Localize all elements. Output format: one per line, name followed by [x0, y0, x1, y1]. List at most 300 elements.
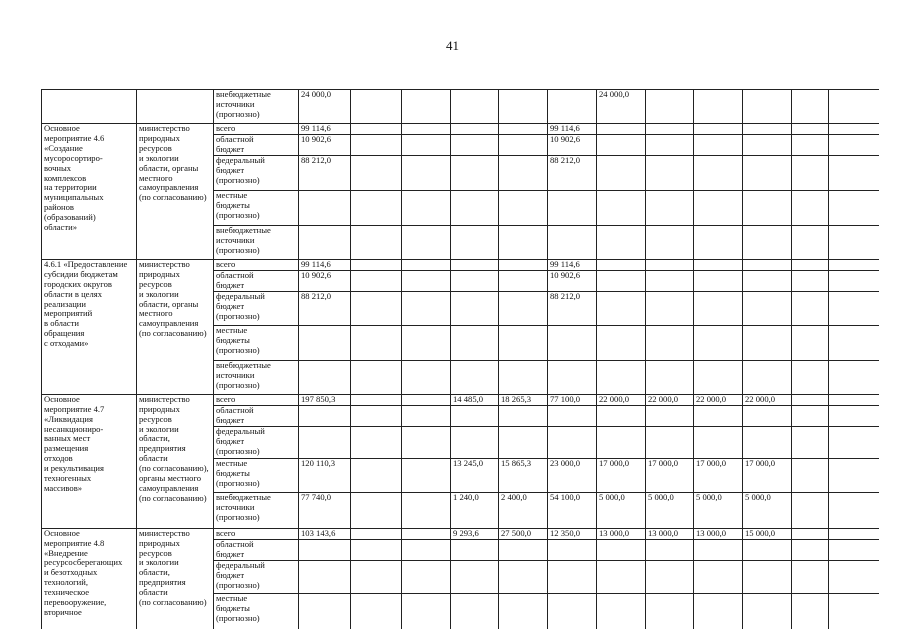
amount-cell	[351, 492, 402, 528]
amount-cell	[351, 539, 402, 560]
amount-cell: 2 400,0	[499, 492, 548, 528]
measure-description-line: комплексов	[44, 172, 87, 183]
amount-cell: 10 902,6	[299, 134, 351, 155]
amount-cell: 15 000,0	[743, 528, 792, 539]
responsible-executor-line: ресурсов	[139, 278, 172, 289]
amount-cell: 99 114,6	[299, 259, 351, 270]
funding-source-line: бюджеты	[216, 602, 250, 613]
amount-cell	[829, 560, 880, 593]
responsible-executor-line: и экологии	[139, 423, 179, 434]
amount-cell	[351, 593, 402, 629]
amount-cell	[451, 426, 499, 458]
amount-cell	[743, 124, 792, 135]
measure-description-line: (образований)	[44, 212, 96, 223]
measure-description-cell	[42, 124, 137, 260]
amount-cell	[451, 325, 499, 360]
amount-cell	[299, 426, 351, 458]
measure-description-line: городских округов	[44, 278, 112, 289]
funding-source-cell	[214, 560, 299, 593]
amount-cell	[451, 225, 499, 259]
funding-source-line: областной	[216, 539, 254, 549]
amount-cell	[646, 90, 694, 124]
amount-cell	[499, 360, 548, 394]
amount-cell	[548, 190, 597, 225]
funding-source-line: областной	[216, 270, 254, 280]
measure-description-line: размещения	[44, 443, 89, 454]
amount-cell: 17 000,0	[743, 458, 792, 492]
funding-source-line: источники	[216, 234, 255, 245]
amount-cell	[792, 593, 829, 629]
amount-cell	[792, 528, 829, 539]
measure-description-line: «Ликвидация	[44, 413, 93, 424]
responsible-executor-line: местного	[139, 172, 173, 183]
funding-source-line: местные	[216, 458, 248, 468]
amount-cell	[792, 90, 829, 124]
amount-cell: 22 000,0	[597, 394, 646, 405]
amount-cell: 9 293,6	[451, 528, 499, 539]
measure-description-line: муниципальных	[44, 192, 104, 203]
funding-source-line: бюджет	[216, 164, 245, 175]
funding-source-cell	[214, 325, 299, 360]
amount-cell	[743, 405, 792, 426]
funding-source-line: бюджет	[216, 143, 245, 154]
measure-description-line: 4.6.1 «Предоставление	[44, 259, 128, 269]
amount-cell	[597, 539, 646, 560]
funding-source-line: (прогнозно)	[216, 209, 260, 220]
amount-cell	[597, 426, 646, 458]
amount-cell	[829, 528, 880, 539]
funding-source-cell	[214, 155, 299, 190]
amount-cell	[299, 560, 351, 593]
amount-cell	[694, 270, 743, 291]
measure-description-line: в области	[44, 318, 79, 329]
amount-cell: 5 000,0	[743, 492, 792, 528]
amount-cell	[499, 259, 548, 270]
amount-cell	[499, 90, 548, 124]
responsible-executor-cell	[137, 124, 214, 260]
amount-cell: 103 143,6	[299, 528, 351, 539]
amount-cell	[597, 325, 646, 360]
amount-cell	[351, 426, 402, 458]
amount-cell	[451, 270, 499, 291]
amount-cell	[351, 458, 402, 492]
amount-cell	[451, 190, 499, 225]
amount-cell	[351, 259, 402, 270]
amount-cell	[499, 190, 548, 225]
amount-cell: 99 114,6	[548, 124, 597, 135]
responsible-executor-cell	[137, 90, 214, 124]
responsible-executor-line: области, органы	[139, 298, 199, 309]
amount-cell	[597, 190, 646, 225]
amount-cell	[402, 225, 451, 259]
funding-source-line: федеральный	[216, 560, 265, 570]
measure-description-line: «Внедрение	[44, 547, 88, 558]
measure-description-line: «Создание	[44, 142, 83, 153]
amount-cell	[597, 560, 646, 593]
amount-cell	[792, 394, 829, 405]
amount-cell: 77 740,0	[299, 492, 351, 528]
funding-source-line: (прогнозно)	[216, 379, 260, 390]
funding-source-line: областной	[216, 134, 254, 144]
amount-cell	[351, 134, 402, 155]
amount-cell	[299, 325, 351, 360]
funding-source-cell	[214, 394, 299, 405]
amount-cell	[694, 155, 743, 190]
amount-cell	[351, 190, 402, 225]
amount-cell	[499, 325, 548, 360]
measure-description-line: массивов»	[44, 482, 83, 493]
amount-cell	[299, 190, 351, 225]
amount-cell	[829, 190, 880, 225]
funding-source-line: (прогнозно)	[216, 310, 260, 321]
amount-cell	[694, 190, 743, 225]
amount-cell	[402, 528, 451, 539]
amount-cell: 27 500,0	[499, 528, 548, 539]
table-row	[42, 394, 880, 405]
measure-description-line: мероприятие 4.8	[44, 537, 105, 548]
amount-cell	[548, 325, 597, 360]
amount-cell	[499, 291, 548, 325]
funding-source-line: местные	[216, 593, 248, 603]
responsible-executor-line: области	[139, 587, 168, 598]
amount-cell	[451, 155, 499, 190]
amount-cell	[351, 155, 402, 190]
funding-source-line: всего	[216, 123, 236, 133]
amount-cell	[829, 325, 880, 360]
amount-cell: 5 000,0	[646, 492, 694, 528]
funding-source-line: (прогнозно)	[216, 244, 260, 255]
amount-cell	[694, 225, 743, 259]
amount-cell	[743, 593, 792, 629]
amount-cell: 17 000,0	[597, 458, 646, 492]
amount-cell	[597, 155, 646, 190]
amount-cell: 23 000,0	[548, 458, 597, 492]
amount-cell	[694, 539, 743, 560]
measure-description-line: несанкциониро-	[44, 423, 104, 434]
amount-cell	[499, 593, 548, 629]
amount-cell	[792, 492, 829, 528]
amount-cell	[743, 90, 792, 124]
amount-cell	[351, 325, 402, 360]
amount-cell	[646, 426, 694, 458]
amount-cell	[694, 325, 743, 360]
amount-cell: 18 265,3	[499, 394, 548, 405]
amount-cell	[829, 225, 880, 259]
amount-cell: 1 240,0	[451, 492, 499, 528]
funding-source-cell	[214, 270, 299, 291]
amount-cell	[597, 124, 646, 135]
amount-cell	[792, 124, 829, 135]
measure-description-line: технологий,	[44, 577, 88, 588]
amount-cell	[646, 225, 694, 259]
amount-cell	[499, 225, 548, 259]
amount-cell	[548, 560, 597, 593]
responsible-executor-line: (по согласованию),	[139, 463, 209, 474]
amount-cell	[792, 225, 829, 259]
responsible-executor-line: ресурсов	[139, 413, 172, 424]
amount-cell	[402, 190, 451, 225]
responsible-executor-line: и экологии	[139, 288, 179, 299]
page-number: 41	[446, 38, 459, 53]
amount-cell	[829, 90, 880, 124]
funding-source-line: бюджет	[216, 414, 245, 425]
amount-cell	[646, 124, 694, 135]
measure-description-line: мероприятие 4.6	[44, 132, 105, 143]
funding-source-line: (прогнозно)	[216, 511, 260, 522]
amount-cell: 77 100,0	[548, 394, 597, 405]
amount-cell	[299, 539, 351, 560]
funding-source-line: бюджеты	[216, 334, 250, 345]
measure-description-line: ресурсосберегающих	[44, 557, 123, 568]
measure-description-line: и безотходных	[44, 567, 98, 578]
amount-cell	[402, 270, 451, 291]
table-row	[42, 90, 880, 124]
responsible-executor-line: органы местного	[139, 473, 201, 484]
funding-source-cell	[214, 291, 299, 325]
measure-description-line: техногенных	[44, 473, 92, 484]
funding-source-line: всего	[216, 528, 236, 538]
amount-cell: 88 212,0	[299, 155, 351, 190]
funding-source-line: источники	[216, 98, 255, 109]
amount-cell: 13 000,0	[646, 528, 694, 539]
responsible-executor-line: местного	[139, 308, 173, 319]
amount-cell	[792, 291, 829, 325]
amount-cell	[694, 405, 743, 426]
responsible-executor-line: (по согласованию)	[139, 192, 207, 203]
funding-source-line: (прогнозно)	[216, 108, 260, 119]
amount-cell	[402, 291, 451, 325]
amount-cell: 99 114,6	[548, 259, 597, 270]
funding-source-line: бюджет	[216, 548, 245, 559]
funding-source-line: (прогнозно)	[216, 612, 260, 623]
amount-cell	[743, 539, 792, 560]
amount-cell	[743, 270, 792, 291]
amount-cell	[829, 124, 880, 135]
amount-cell: 22 000,0	[743, 394, 792, 405]
table-row	[42, 124, 880, 135]
amount-cell	[402, 124, 451, 135]
funding-source-line: (прогнозно)	[216, 445, 260, 456]
funding-source-line: бюджеты	[216, 467, 250, 478]
amount-cell	[299, 593, 351, 629]
responsible-executor-cell	[137, 528, 214, 629]
measure-description-line: реализации	[44, 298, 86, 309]
measure-description-line: на территории	[44, 182, 97, 193]
funding-source-line: (прогнозно)	[216, 477, 260, 488]
amount-cell: 197 850,3	[299, 394, 351, 405]
responsible-executor-line: предприятия	[139, 443, 186, 454]
amount-cell	[743, 426, 792, 458]
amount-cell: 99 114,6	[299, 124, 351, 135]
amount-cell	[548, 90, 597, 124]
funding-source-cell	[214, 492, 299, 528]
amount-cell	[646, 259, 694, 270]
amount-cell	[351, 360, 402, 394]
measure-description-line: мусоросортиро-	[44, 152, 103, 163]
measure-description-line: Основное	[44, 394, 80, 404]
measure-description-cell	[42, 90, 137, 124]
amount-cell	[743, 325, 792, 360]
responsible-executor-line: области	[139, 453, 168, 464]
amount-cell	[829, 155, 880, 190]
funding-source-cell	[214, 539, 299, 560]
responsible-executor-line: и экологии	[139, 152, 179, 163]
amount-cell	[597, 225, 646, 259]
responsible-executor-line: природных	[139, 132, 180, 143]
measure-description-line: вторичное	[44, 606, 82, 617]
funding-source-line: внебюджетные	[216, 89, 271, 99]
amount-cell	[351, 270, 402, 291]
amount-cell	[351, 291, 402, 325]
amount-cell: 88 212,0	[548, 291, 597, 325]
amount-cell	[548, 593, 597, 629]
amount-cell	[597, 593, 646, 629]
responsible-executor-line: самоуправления	[139, 482, 199, 493]
amount-cell	[646, 360, 694, 394]
amount-cell	[829, 360, 880, 394]
amount-cell	[792, 134, 829, 155]
amount-cell	[743, 155, 792, 190]
amount-cell: 10 902,6	[548, 270, 597, 291]
responsible-executor-line: министерство	[139, 259, 190, 269]
amount-cell	[299, 225, 351, 259]
measure-description-line: области в целях	[44, 288, 103, 299]
amount-cell: 24 000,0	[597, 90, 646, 124]
amount-cell	[829, 458, 880, 492]
amount-cell: 17 000,0	[694, 458, 743, 492]
measure-description-cell	[42, 394, 137, 528]
funding-source-line: федеральный	[216, 155, 265, 165]
amount-cell	[597, 405, 646, 426]
amount-cell	[792, 539, 829, 560]
funding-source-line: источники	[216, 369, 255, 380]
amount-cell	[792, 360, 829, 394]
responsible-executor-line: природных	[139, 268, 180, 279]
measure-description-line: отходов	[44, 453, 73, 464]
responsible-executor-line: (по согласованию)	[139, 597, 207, 608]
responsible-executor-line: ресурсов	[139, 142, 172, 153]
amount-cell	[792, 270, 829, 291]
funding-source-line: бюджет	[216, 569, 245, 580]
amount-cell	[646, 325, 694, 360]
amount-cell	[743, 360, 792, 394]
funding-source-line: внебюджетные	[216, 492, 271, 502]
measure-description-line: вочных	[44, 162, 72, 173]
measure-description-cell	[42, 528, 137, 629]
amount-cell: 120 110,3	[299, 458, 351, 492]
amount-cell	[829, 426, 880, 458]
amount-cell	[646, 560, 694, 593]
amount-cell: 22 000,0	[694, 394, 743, 405]
amount-cell	[646, 270, 694, 291]
amount-cell	[792, 259, 829, 270]
funding-source-cell	[214, 360, 299, 394]
amount-cell	[499, 134, 548, 155]
measure-description-line: мероприятий	[44, 308, 93, 319]
amount-cell	[829, 134, 880, 155]
responsible-executor-line: области,	[139, 433, 170, 444]
measure-description-line: с отходами»	[44, 338, 89, 349]
amount-cell	[351, 394, 402, 405]
funding-source-line: всего	[216, 259, 236, 269]
amount-cell: 17 000,0	[646, 458, 694, 492]
amount-cell	[597, 270, 646, 291]
amount-cell	[451, 291, 499, 325]
responsible-executor-line: ресурсов	[139, 547, 172, 558]
funding-source-line: федеральный	[216, 291, 265, 301]
amount-cell	[402, 492, 451, 528]
amount-cell: 12 350,0	[548, 528, 597, 539]
amount-cell	[743, 560, 792, 593]
amount-cell	[694, 360, 743, 394]
amount-cell	[451, 134, 499, 155]
funding-source-cell	[214, 593, 299, 629]
amount-cell	[451, 90, 499, 124]
amount-cell: 14 485,0	[451, 394, 499, 405]
amount-cell	[694, 124, 743, 135]
responsible-executor-line: самоуправления	[139, 318, 199, 329]
amount-cell	[743, 291, 792, 325]
responsible-executor-line: самоуправления	[139, 182, 199, 193]
amount-cell: 13 245,0	[451, 458, 499, 492]
funding-source-cell	[214, 528, 299, 539]
table-row	[42, 528, 880, 539]
amount-cell	[299, 360, 351, 394]
measure-description-line: районов	[44, 202, 74, 213]
amount-cell: 5 000,0	[597, 492, 646, 528]
amount-cell: 13 000,0	[694, 528, 743, 539]
amount-cell	[694, 426, 743, 458]
funding-source-line: внебюджетные	[216, 360, 271, 370]
funding-source-cell	[214, 458, 299, 492]
amount-cell	[402, 325, 451, 360]
amount-cell	[499, 426, 548, 458]
amount-cell	[646, 190, 694, 225]
amount-cell	[499, 270, 548, 291]
amount-cell	[548, 539, 597, 560]
amount-cell	[402, 394, 451, 405]
funding-source-line: областной	[216, 405, 254, 415]
amount-cell	[829, 291, 880, 325]
amount-cell	[792, 190, 829, 225]
amount-cell	[451, 593, 499, 629]
amount-cell	[792, 560, 829, 593]
amount-cell	[694, 291, 743, 325]
amount-cell	[402, 593, 451, 629]
amount-cell	[646, 405, 694, 426]
funding-source-cell	[214, 225, 299, 259]
measure-description-line: Основное	[44, 528, 80, 538]
amount-cell	[694, 134, 743, 155]
measure-description-line: субсидии бюджетам	[44, 268, 118, 279]
responsible-executor-line: (по согласованию)	[139, 492, 207, 503]
measure-description-line: ванных мест	[44, 433, 91, 444]
responsible-executor-line: и экологии	[139, 557, 179, 568]
funding-source-line: источники	[216, 501, 255, 512]
amount-cell: 88 212,0	[299, 291, 351, 325]
amount-cell	[351, 124, 402, 135]
amount-cell	[743, 259, 792, 270]
table-row	[42, 259, 880, 270]
amount-cell	[451, 405, 499, 426]
amount-cell: 5 000,0	[694, 492, 743, 528]
amount-cell	[646, 155, 694, 190]
amount-cell	[829, 405, 880, 426]
responsible-executor-cell	[137, 394, 214, 528]
amount-cell	[792, 426, 829, 458]
amount-cell	[829, 394, 880, 405]
funding-source-line: бюджет	[216, 300, 245, 311]
